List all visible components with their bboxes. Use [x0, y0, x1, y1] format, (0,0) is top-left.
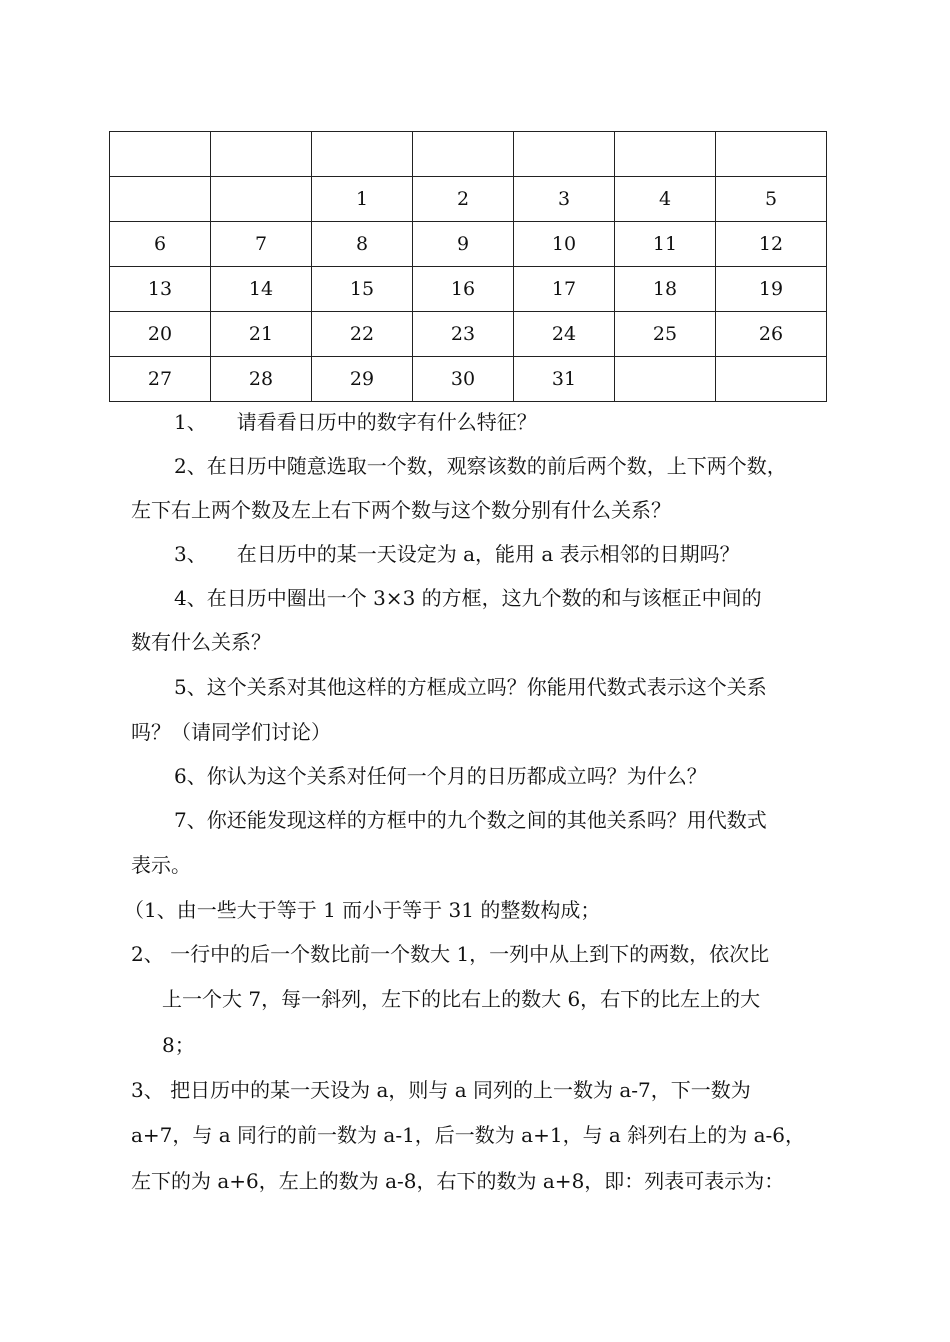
- calendar-cell: 9: [413, 222, 514, 267]
- question-6: 6、你认为这个关系对任何一个月的日历都成立吗？为什么？: [174, 764, 707, 788]
- question-7-line-1: 7、你还能发现这样的方框中的九个数之间的其他关系吗？用代数式: [174, 808, 767, 832]
- calendar-cell: 22: [312, 312, 413, 357]
- calendar-cell: [615, 357, 716, 402]
- calendar-cell: 12: [716, 222, 827, 267]
- calendar-cell: 2: [413, 177, 514, 222]
- question-1: 1、 请看看日历中的数字有什么特征？: [174, 410, 537, 434]
- calendar-cell: 29: [312, 357, 413, 402]
- answer-1: （1、由一些大于等于 1 而小于等于 31 的整数构成；: [124, 898, 601, 922]
- calendar-cell: 16: [413, 267, 514, 312]
- question-2-line-1: 2、在日历中随意选取一个数，观察该数的前后两个数，上下两个数，: [174, 454, 787, 478]
- calendar-cell: 26: [716, 312, 827, 357]
- question-4-line-2: 数有什么关系？: [131, 630, 271, 654]
- calendar-cell: [110, 177, 211, 222]
- calendar-cell: 24: [514, 312, 615, 357]
- calendar-cell: [211, 177, 312, 222]
- calendar-row: [110, 312, 827, 357]
- calendar-cell: [716, 132, 827, 177]
- calendar-cell: 5: [716, 177, 827, 222]
- calendar-cell: 23: [413, 312, 514, 357]
- question-7-line-2: 表示。: [131, 853, 191, 877]
- question-4-line-1: 4、在日历中圈出一个 3×3 的方框，这九个数的和与该框正中间的: [174, 586, 762, 610]
- calendar-row: [110, 177, 827, 222]
- calendar-cell: 3: [514, 177, 615, 222]
- answer-3-line-2: a+7，与 a 同行的前一数为 a-1，后一数为 a+1，与 a 斜列右上的为 a-6，: [131, 1123, 805, 1147]
- calendar-cell: 27: [110, 357, 211, 402]
- question-5-line-1: 5、这个关系对其他这样的方框成立吗？你能用代数式表示这个关系: [174, 675, 767, 699]
- calendar-cell: [211, 132, 312, 177]
- calendar-cell: [110, 132, 211, 177]
- answer-3-line-1: 3、 把日历中的某一天设为 a，则与 a 同列的上一数为 a-7，下一数为: [131, 1078, 751, 1102]
- calendar-cell: [514, 132, 615, 177]
- calendar-row: [110, 267, 827, 312]
- calendar-row: [110, 357, 827, 402]
- calendar-cell: [312, 132, 413, 177]
- calendar-row: [110, 222, 827, 267]
- calendar-cell: [413, 132, 514, 177]
- calendar-cell: 8: [312, 222, 413, 267]
- calendar-cell: 30: [413, 357, 514, 402]
- calendar-cell: 15: [312, 267, 413, 312]
- calendar-cell: 18: [615, 267, 716, 312]
- calendar-cell: 4: [615, 177, 716, 222]
- calendar-cell: [716, 357, 827, 402]
- calendar-cell: 11: [615, 222, 716, 267]
- question-5-line-2: 吗？（请同学们讨论）: [131, 720, 331, 744]
- calendar-cell: 21: [211, 312, 312, 357]
- calendar-cell: [615, 132, 716, 177]
- calendar-cell: 28: [211, 357, 312, 402]
- question-3: 3、 在日历中的某一天设定为 a，能用 a 表示相邻的日期吗？: [174, 542, 740, 566]
- answer-2-line-3: 8；: [162, 1033, 195, 1057]
- calendar-cell: 19: [716, 267, 827, 312]
- calendar-cell: 6: [110, 222, 211, 267]
- answer-2-line-1: 2、 一行中的后一个数比前一个数大 1，一列中从上到下的两数，依次比: [131, 942, 770, 966]
- calendar-cell: 1: [312, 177, 413, 222]
- calendar-cell: 20: [110, 312, 211, 357]
- question-2-line-2: 左下右上两个数及左上右下两个数与这个数分别有什么关系？: [131, 498, 671, 522]
- calendar-table: [109, 131, 827, 402]
- calendar-cell: 25: [615, 312, 716, 357]
- calendar-row: [110, 132, 827, 177]
- answer-2-line-2: 上一个大 7，每一斜列，左下的比右上的数大 6，右下的比左上的大: [162, 987, 761, 1011]
- calendar-cell: 13: [110, 267, 211, 312]
- calendar-cell: 14: [211, 267, 312, 312]
- calendar-cell: 31: [514, 357, 615, 402]
- answer-3-line-3: 左下的为 a+6，左上的数为 a-8，右下的数为 a+8，即：列表可表示为：: [131, 1169, 785, 1193]
- calendar-cell: 10: [514, 222, 615, 267]
- calendar-cell: 7: [211, 222, 312, 267]
- calendar-cell: 17: [514, 267, 615, 312]
